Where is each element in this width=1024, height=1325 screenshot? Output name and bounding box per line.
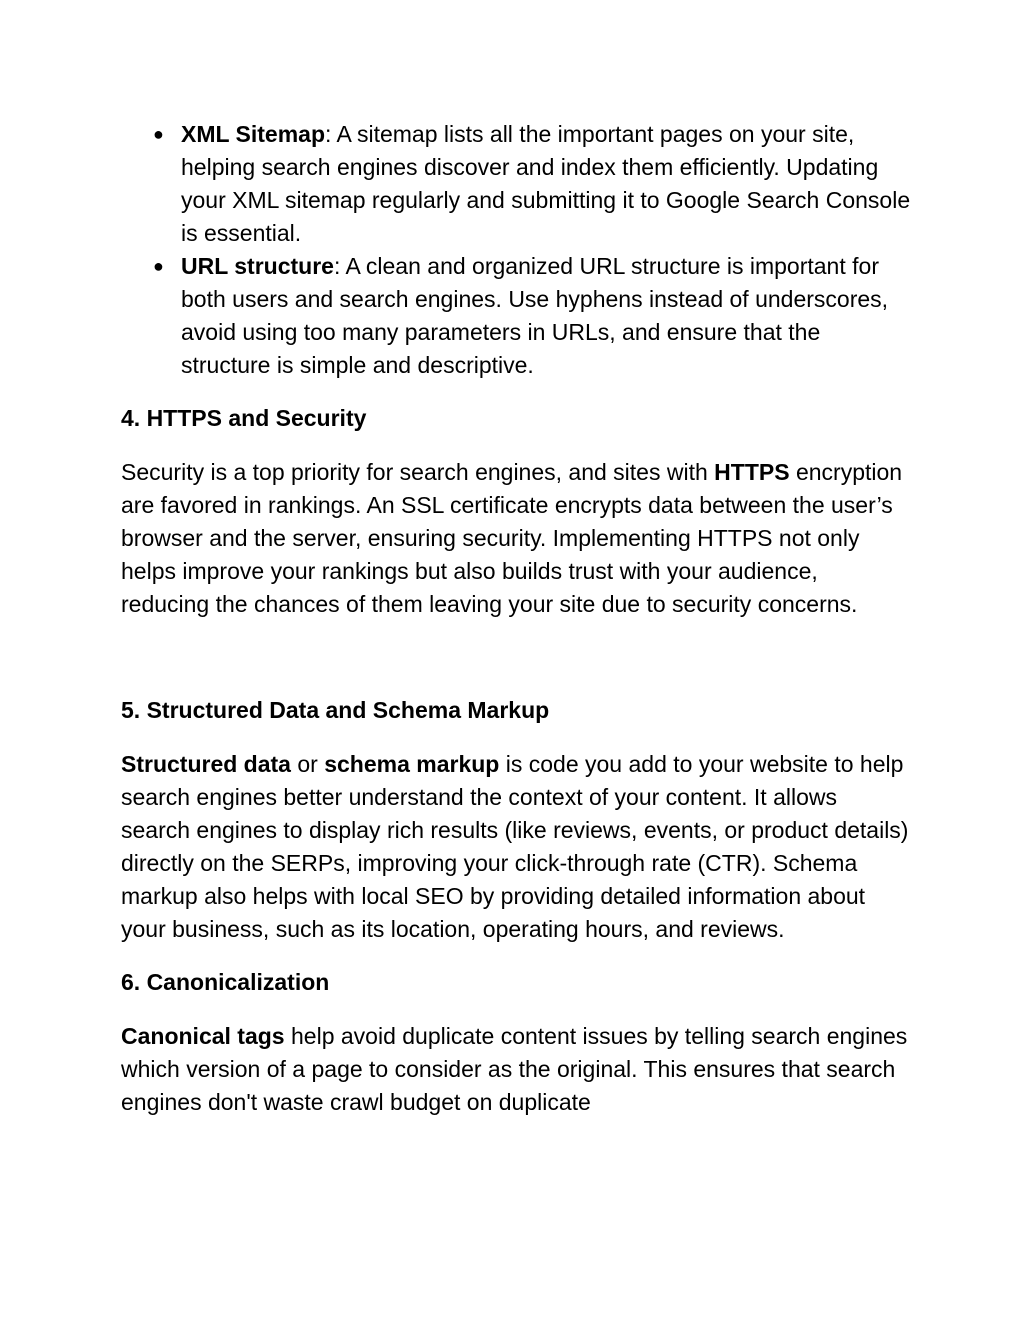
section-paragraph-structured-data [121, 748, 911, 946]
bullet-text: : A clean and organized URL structure is important for both users and search engines. Use hyphens instead of underscores, avoid using too many parameters in URLs, and ensure that the structure is simple and descriptive. [181, 253, 889, 378]
section-heading-canonicalization: 6. Canonicalization [121, 969, 330, 995]
paragraph-text: or [290, 751, 325, 777]
bold-term: Structured data [121, 751, 291, 777]
document-page [121, 118, 911, 1119]
section-heading-https: 4. HTTPS and Security [121, 405, 367, 431]
section-paragraph-canonicalization [121, 1020, 911, 1119]
bullet-icon: ● [153, 124, 164, 144]
paragraph-text: encryption are favored in rankings. An SSL certificate encrypts data between the user’s browser and the server, ensuring security. Implementing HTTPS not only helps improve your rankings but also builds trust with your audience, reducing the chances of them leaving your site due to security concerns. [121, 459, 903, 617]
paragraph-text: help avoid duplicate content issues by telling search engines which version of a page to consider as the original. This ensures that search engines don't waste crawl budget on duplicate [121, 1023, 908, 1115]
bold-term: schema markup [324, 751, 500, 777]
paragraph-text: is code you add to your website to help search engines better understand the context of your content. It allows search engines to display rich results (like reviews, events, or product details) directly on the SERPs, improving your click-through rate (CTR). Schema markup also helps with local SEO by providing detailed information about your business, such as its location, operating hours, and reviews. [121, 751, 909, 942]
bullet-term: URL structure [181, 253, 334, 279]
bullet-list [121, 118, 911, 382]
bold-term: Canonical tags [121, 1023, 285, 1049]
list-item [121, 118, 911, 250]
bullet-icon: ● [153, 256, 164, 276]
bullet-text: : A sitemap lists all the important pages on your site, helping search engines discover and index them efficiently. Updating your XML sitemap regularly and submitting it to Google Search Console is essential. [181, 121, 911, 246]
bold-term: HTTPS [714, 459, 790, 485]
paragraph-text: Security is a top priority for search engines, and sites with [121, 459, 715, 485]
list-item [121, 250, 911, 382]
bullet-term: XML Sitemap [181, 121, 325, 147]
section-heading-structured-data: 5. Structured Data and Schema Markup [121, 697, 550, 723]
section-paragraph-https [121, 456, 911, 621]
